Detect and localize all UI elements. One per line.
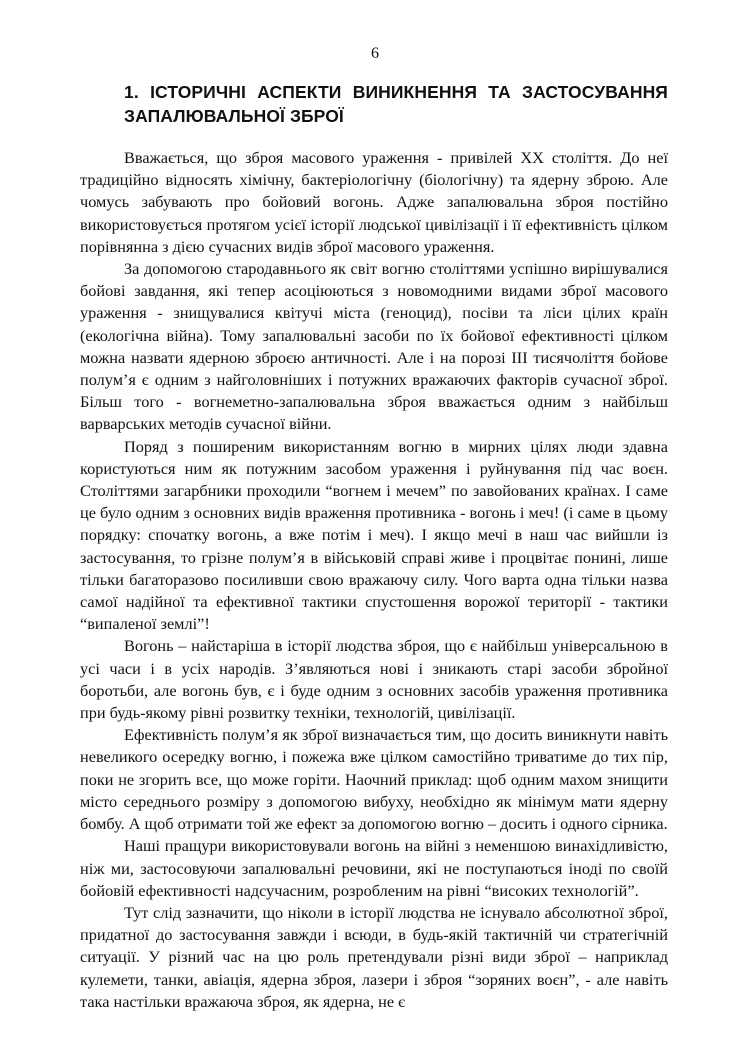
page-number: 6 (371, 45, 379, 62)
paragraph: Поряд з поширеним використанням вогню в мирних цілях люди здавна користуються ним як потужним засобом ураження і руйнування під час воєн. Століттями загарбники проходили “вогнем і мечем” по завойованих країнах. І саме це було одним з основних видів враження противника - вогонь і меч! (і саме в цьому порядку: спочатку вогонь, а вже потім і меч). І якщо мечі в наш час вийшли із застосування, то грізне полум’я в військовій справі живе і процвітає понині, лише тільки багаторазово посиливши свою вражаючу силу. Чого варта одна тільки назва самої надійної та ефективної тактики спустошення ворожої території - тактики “випаленої землі”! (80, 436, 668, 634)
section-title: 1. ІСТОРИЧНІ АСПЕКТИ ВИНИКНЕННЯ ТА ЗАСТОСУВАННЯ ЗАПАЛЮВАЛЬНОЇ ЗБРОЇ (124, 82, 668, 126)
paragraph: Вогонь – найстаріша в історії людства зброя, що є найбільш універсальною в усі часи і в усіх народів. З’являються нові і зникають старі засоби збройної боротьби, але вогонь був, є і буде одним з основних засобів ураження противника при будь-якому рівні розвитку техніки, технологій, цивілізації. (80, 636, 668, 723)
paragraph: Ефективність полум’я як зброї визначається тим, що досить виникнути навіть невеликого осередку вогню, і пожежа вже цілком самостійно триватиме до тих пір, поки не згорить все, що може горіти. Наочний приклад: щоб одним махом знищити місто середнього розміру з допомогою вибуху, необхідно як мінімум мати ядерну бомбу. А щоб отримати той же ефект за допомогою вогню – досить і одного сірника. (80, 725, 668, 834)
paragraph: Наші пращури використовували вогонь на війні з неменшою винахідливістю, ніж ми, застосовуючи запалювальні речовини, які не поступаються іноді по своїй бойовій ефективності надсучасним, розробленим на рівні “високих технологій”. (80, 836, 668, 900)
paragraph: Тут слід зазначити, що ніколи в історії людства не існувало абсолютної зброї, придатної до застосування завжди і всюди, в будь-якій тактичній чи стратегічній ситуації. У різний час на цю роль претендували різні види зброї – наприклад кулемети, танки, авіація, ядерна зброя, лазери і зброя “зоряних воєн”, - але навіть така настільки вражаюча зброя, як ядерна, не є (80, 902, 668, 1011)
paragraph: Вважається, що зброя масового ураження - привілей ХХ століття. До неї традиційно відносять хімічну, бактеріологічну (біологічну) та ядерну зброю. Але чомусь забувають про бойовий вогонь. Адже запалювальна зброя постійно використовується протягом усієї історії людської цивілізації і її ефективність цілком порівнянна з дією сучасних видів зброї масового ураження. (80, 148, 668, 256)
paragraph: За допомогою стародавнього як світ вогню століттями успішно вирішувалися бойові завдання, які тепер асоціюються з новомодними видами зброї масового ураження - знищувалися квітучі міста (геноцид), посіви та ліси цілих країн (екологічна війна). Тому запалювальні засоби по їх бойової ефективності цілком можна назвати ядерною зброєю античності. Але і на порозі ІІІ тисячоліття бойове полум’я є одним з найголовніших і потужних вражаючих факторів сучасної зброї. Більш того - вогнеметно-запалювальна зброя вважається одним з найбільш варварських методів сучасної війни. (80, 259, 668, 434)
body-text (80, 147, 668, 1013)
